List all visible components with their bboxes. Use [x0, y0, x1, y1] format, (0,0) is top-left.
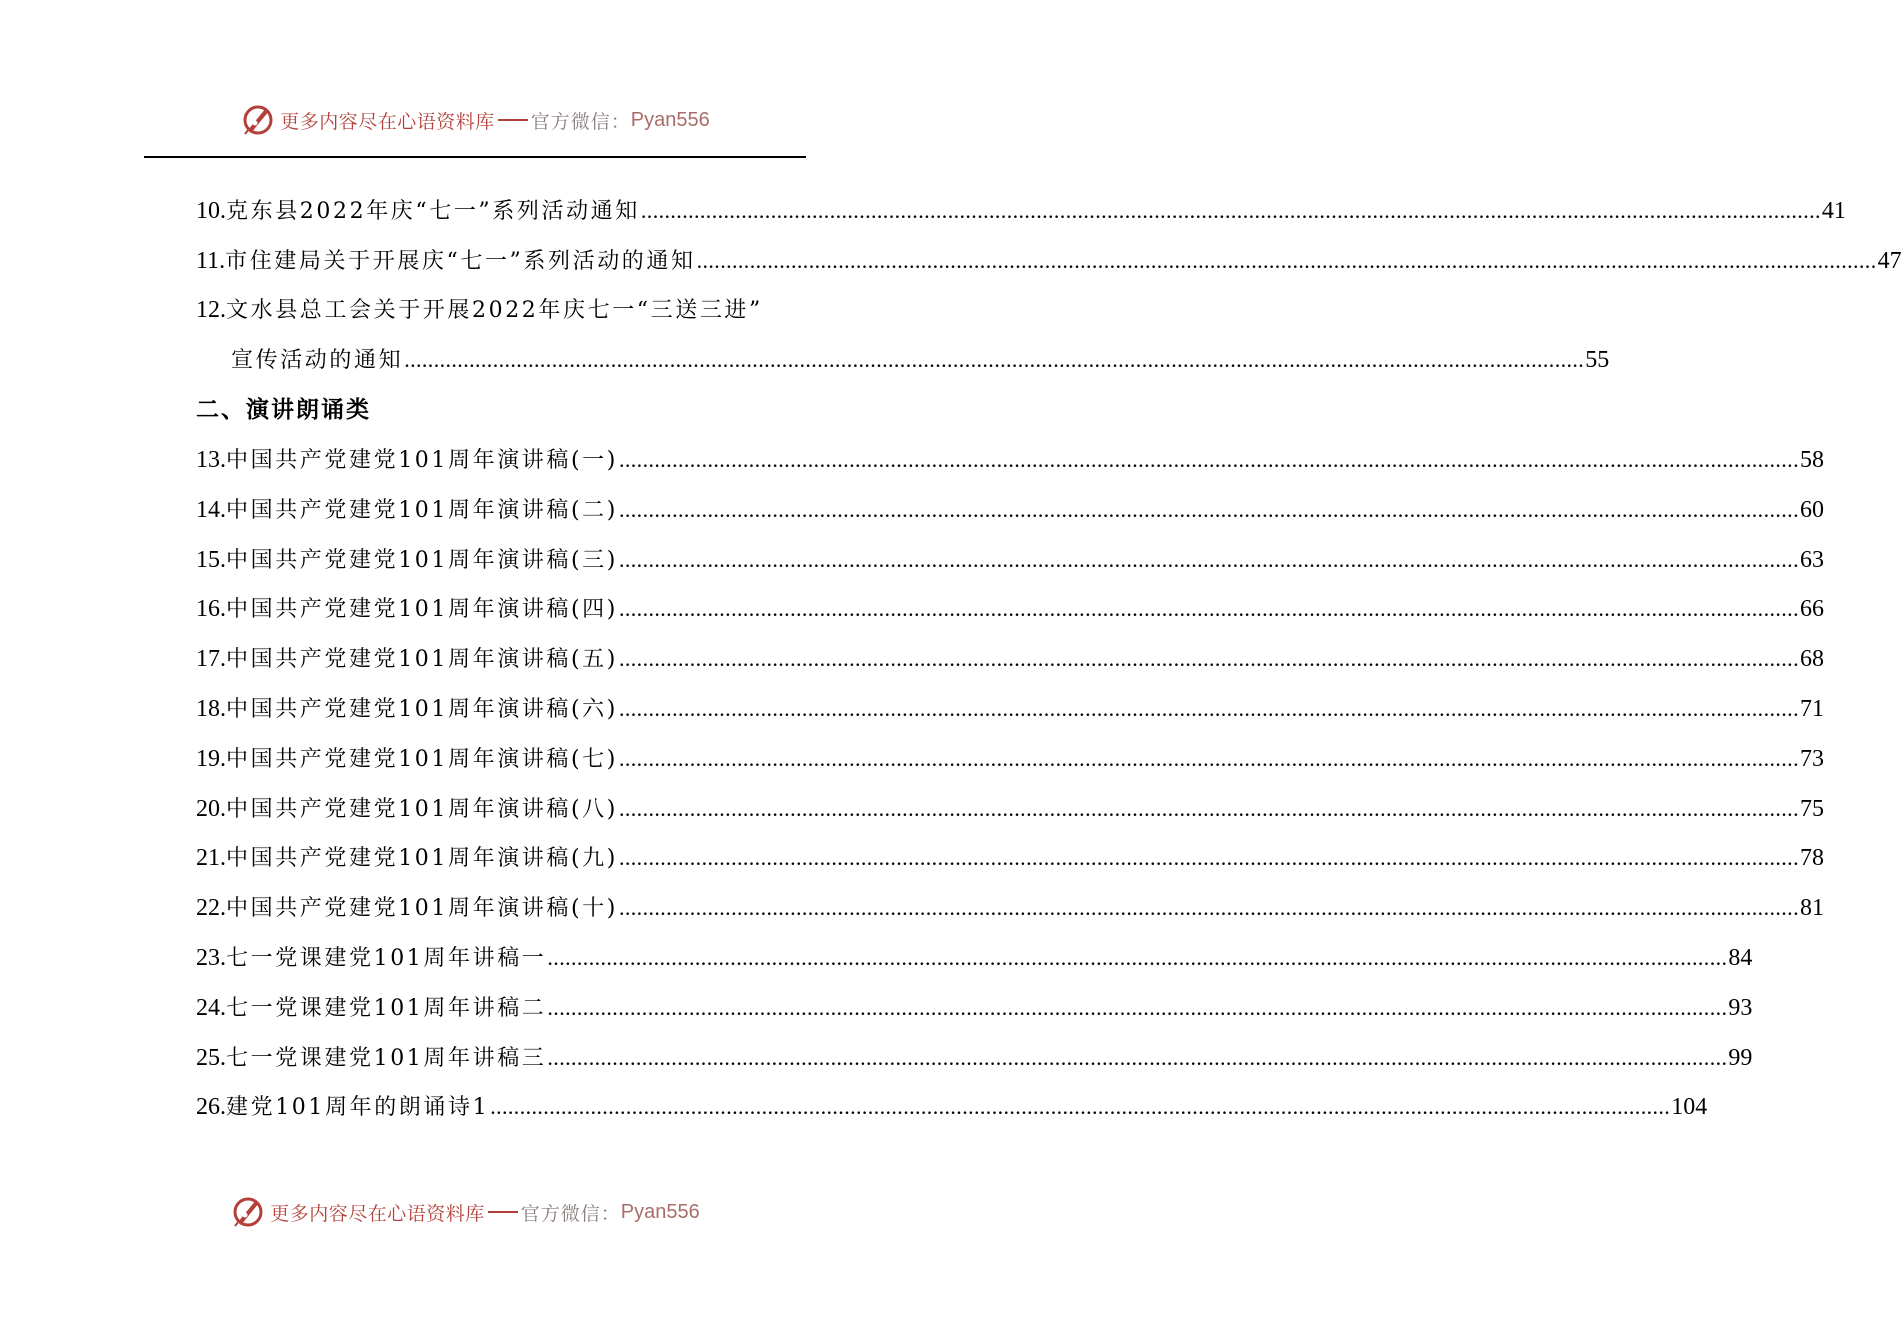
toc-entry-page: 68	[1799, 646, 1824, 673]
toc-entry[interactable]	[196, 485, 1824, 535]
toc-entry-page: 71	[1799, 695, 1824, 722]
banner-main-text: 更多内容尽在心语资料库	[270, 1202, 485, 1225]
header-rule	[144, 156, 806, 158]
toc-entry-page: 47	[1877, 247, 1902, 274]
toc-entry[interactable]	[196, 684, 1824, 734]
toc-entry[interactable]	[196, 634, 1824, 684]
toc-entry-title: 中国共产党建党101周年演讲稿(九)	[226, 846, 618, 872]
toc-entry-number: 19.	[196, 745, 226, 772]
toc-entry-page: 73	[1799, 745, 1824, 772]
toc-entry-page: 81	[1799, 895, 1824, 922]
toc-entry-page: 93	[1728, 994, 1753, 1021]
toc-leader-dots: ........................................................................................................................................................................................................	[618, 795, 1799, 821]
toc-entry[interactable]	[196, 584, 1824, 634]
section-heading: 二、演讲朗诵类	[196, 396, 371, 424]
toc-entry-title: 中国共产党建党101周年演讲稿(八)	[226, 796, 618, 822]
toc-entry-12[interactable]	[196, 286, 806, 336]
toc-entry[interactable]	[196, 784, 1824, 834]
toc-group-speeches	[196, 435, 1824, 1132]
toc-leader-dots: ........................................................................................................................................................................................................	[490, 1094, 1671, 1120]
toc-entry-title: 市住建局关于开展庆“七一”系列活动的通知	[225, 248, 696, 274]
toc-leader-dots: ........................................................................................................................................................................................................	[618, 646, 1799, 672]
banner-dash	[488, 1211, 518, 1213]
toc-entry[interactable]	[196, 435, 1824, 485]
toc-entry-title: 建党101周年的朗诵诗1	[226, 1095, 490, 1121]
toc-entry-title: 中国共产党建党101周年演讲稿(六)	[226, 696, 618, 722]
toc-entry-page: 84	[1728, 944, 1753, 971]
toc-entry-title: 中国共产党建党101周年演讲稿(三)	[226, 547, 618, 573]
toc-entry[interactable]	[196, 236, 1902, 286]
header-banner	[0, 100, 950, 140]
toc-entry-number: 11.	[196, 247, 226, 274]
toc-leader-dots: ........................................................................................................................................................................................................	[640, 198, 1821, 223]
toc-leader-dots: ........................................................................................................................................................................................................	[618, 845, 1799, 871]
toc-entry-number: 24.	[196, 994, 226, 1021]
toc-entry-page: 78	[1799, 845, 1824, 872]
toc-entry-number: 22.	[196, 895, 226, 922]
toc-entry[interactable]	[196, 833, 1824, 883]
toc-entry[interactable]	[196, 883, 1824, 933]
toc-entry-number: 17.	[196, 646, 226, 673]
toc-leader-dots: ........................................................................................................................................................................................................	[618, 695, 1799, 721]
toc-entry-title: 文水县总工会关于开展2022年庆七一“三送三进”	[226, 297, 763, 323]
toc-entry-number: 20.	[196, 795, 226, 822]
toc-entry-title: 七一党课建党101周年讲稿一	[226, 945, 547, 971]
toc-entry-number: 14.	[196, 496, 226, 523]
toc-entry-page: 41	[1821, 198, 1846, 224]
toc-entry-number: 18.	[196, 695, 226, 722]
toc-entry-title: 中国共产党建党101周年演讲稿(二)	[226, 497, 618, 523]
toc-entry-number: 16.	[196, 596, 226, 623]
toc-entry-title: 七一党课建党101周年讲稿三	[226, 1045, 547, 1071]
toc-entry-page: 55	[1585, 347, 1610, 374]
pen-logo-icon	[240, 102, 276, 138]
toc-entry-number: 12.	[196, 296, 226, 323]
banner-wechat-id: Pyan556	[630, 108, 710, 131]
toc-entry-number: 26.	[196, 1094, 226, 1121]
toc-leader-dots: ........................................................................................................................................................................................................	[696, 247, 1877, 273]
toc-leader-dots: ........................................................................................................................................................................................................	[404, 347, 1585, 373]
toc-leader-dots: ........................................................................................................................................................................................................	[618, 596, 1799, 622]
banner-sub-text: 官方微信：	[530, 110, 631, 133]
toc-entry[interactable]	[196, 734, 1824, 784]
footer-banner	[0, 1192, 950, 1232]
table-of-contents	[196, 186, 1902, 1132]
toc-entry-title: 克东县2022年庆“七一”系列活动通知	[226, 199, 640, 224]
toc-leader-dots: ........................................................................................................................................................................................................	[547, 944, 1728, 970]
toc-leader-dots: ........................................................................................................................................................................................................	[618, 745, 1799, 771]
pen-logo-icon	[230, 1194, 266, 1230]
toc-entry[interactable]	[196, 983, 1753, 1033]
toc-entry-page: 104	[1671, 1094, 1708, 1121]
toc-entry-12-continuation[interactable]	[196, 335, 1610, 385]
toc-entry-title: 宣传活动的通知	[231, 348, 404, 374]
toc-entry-number: 15.	[196, 546, 226, 573]
toc-entry-title: 中国共产党建党101周年演讲稿(四)	[226, 597, 618, 623]
toc-entry-page: 75	[1799, 795, 1824, 822]
toc-leader-dots: ........................................................................................................................................................................................................	[618, 496, 1799, 522]
toc-entry[interactable]	[196, 186, 1846, 236]
toc-entry-page: 60	[1799, 496, 1824, 523]
toc-entry-title: 中国共产党建党101周年演讲稿(十)	[226, 896, 618, 922]
toc-leader-dots: ........................................................................................................................................................................................................	[547, 994, 1728, 1020]
toc-entry-page: 66	[1799, 596, 1824, 623]
toc-entry-number: 21.	[196, 845, 226, 872]
toc-leader-dots: ........................................................................................................................................................................................................	[618, 446, 1799, 472]
toc-entry-page: 63	[1799, 546, 1824, 573]
banner-wechat-id: Pyan556	[620, 1200, 700, 1223]
toc-entry-title: 七一党课建党101周年讲稿二	[226, 995, 547, 1021]
toc-entry[interactable]	[196, 933, 1753, 983]
toc-leader-dots: ........................................................................................................................................................................................................	[547, 1044, 1728, 1070]
toc-entry-title: 中国共产党建党101周年演讲稿(五)	[226, 647, 618, 673]
banner-main-text: 更多内容尽在心语资料库	[280, 110, 495, 133]
toc-entry-title: 中国共产党建党101周年演讲稿(七)	[226, 746, 618, 772]
toc-entry-number: 13.	[196, 446, 226, 473]
toc-entry-page: 58	[1799, 446, 1824, 473]
toc-leader-dots: ........................................................................................................................................................................................................	[618, 895, 1799, 921]
banner-sub-text: 官方微信：	[520, 1202, 621, 1225]
toc-entry[interactable]	[196, 1033, 1753, 1083]
banner-dash	[498, 119, 528, 121]
toc-entry-title: 中国共产党建党101周年演讲稿(一)	[226, 447, 618, 473]
toc-leader-dots: ........................................................................................................................................................................................................	[618, 546, 1799, 572]
toc-entry-number: 10.	[196, 198, 226, 224]
toc-entry-page: 99	[1728, 1044, 1753, 1071]
toc-entry[interactable]	[196, 1082, 1708, 1132]
toc-group-notices	[196, 186, 1902, 286]
toc-entry[interactable]	[196, 535, 1824, 585]
toc-entry-number: 23.	[196, 944, 226, 971]
toc-entry-number: 25.	[196, 1044, 226, 1071]
